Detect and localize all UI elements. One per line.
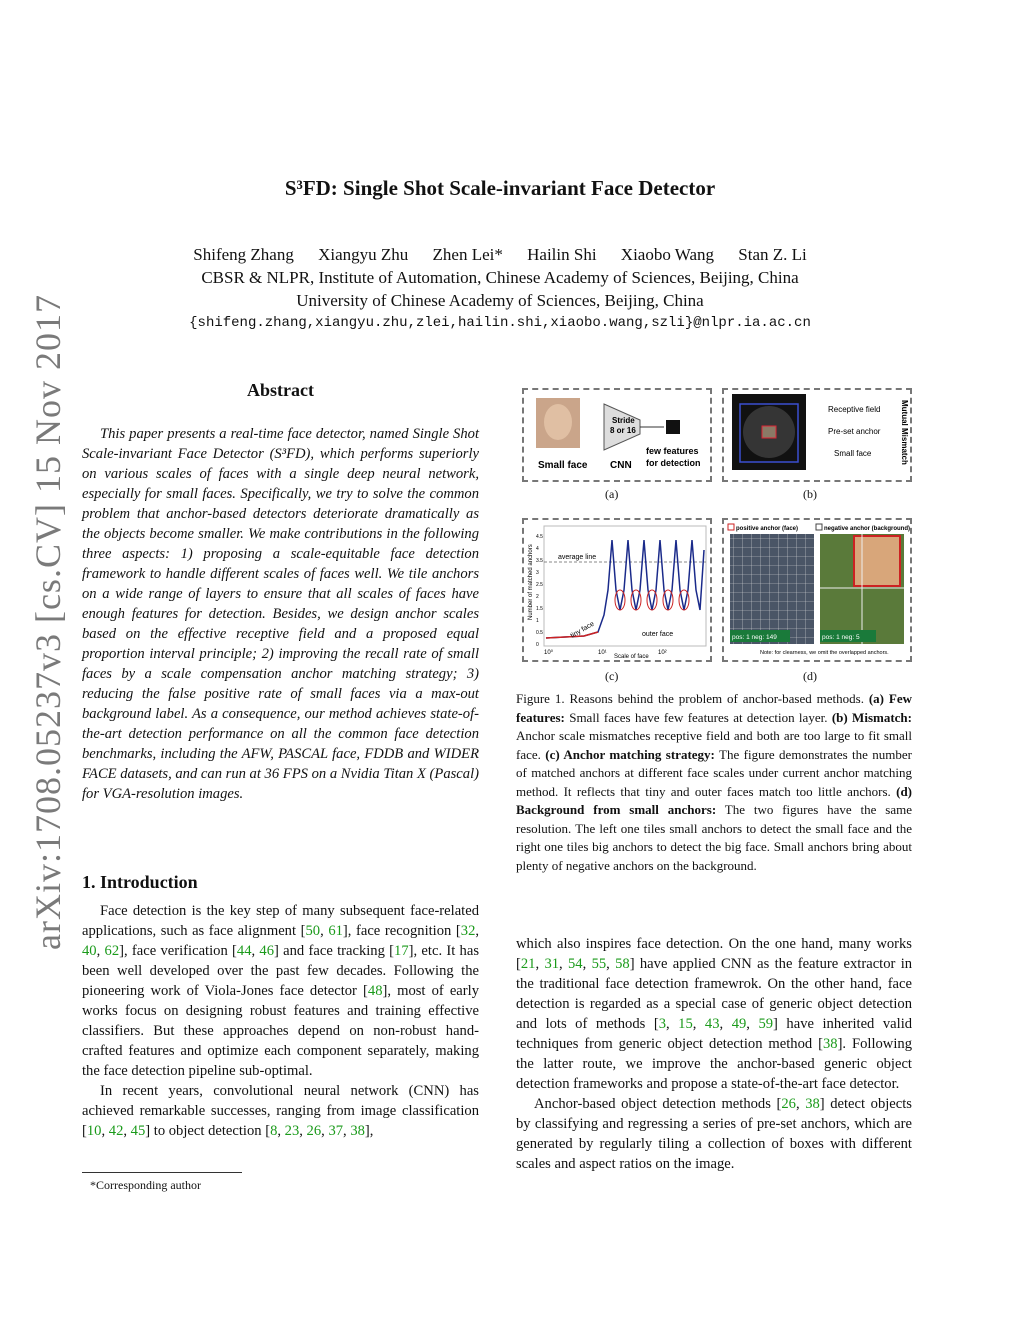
citation-link[interactable]: 45 — [130, 1123, 146, 1139]
citation-link[interactable]: 40 — [82, 943, 97, 959]
y-tick: 1.5 — [536, 606, 543, 612]
x-tick: 10⁰ — [544, 650, 554, 656]
citation-link[interactable]: 38 — [350, 1123, 365, 1139]
intro-paragraph-1: Face detection is the key step of many subsequent face-related applications, such as face alignment [50, 61], face recognition [32, 40, 62], face verification [44, 46] and face tracking [17], etc. It has been well developed over the past few decades. Following the pioneering work of Viola-Jones face detector [48], most of early works focus on designing robust features and training effective classifiers. But these approaches depend on non-robust hand-crafted features and optimize each component separately, making the face detection pipeline sub-optimal. — [82, 903, 480, 1079]
citation-link[interactable]: 50 — [305, 923, 321, 939]
citation-link[interactable]: 58 — [615, 956, 630, 972]
author-name: Hailin Shi — [527, 245, 597, 264]
citation-link[interactable]: 44 — [236, 943, 252, 959]
cnn-label: CNN — [610, 460, 632, 471]
figure-caption: Figure 1. Reasons behind the problem of anchor-based methods. (a) Few features: Small faces have few features at detection layer. (b) Mismatch: Anchor scale mismatches receptive field and both are too large to fit small face. (c) Anchor matching strategy: The figure demonstrates the number of matched anchors at different face scales under current anchor matching method. It reflects that tiny and outer faces match too little anchors. (d) Background from small anchors: The two figures have the same resolution. The left one tiles small anchors to detect the small face and the right one tiles big anchors to detect the big face. Small anchors bring about plenty of negative anchors on the background. — [516, 691, 913, 873]
citation-link[interactable]: 21 — [520, 956, 536, 972]
x-tick: 10² — [658, 650, 667, 656]
stride-label: Stride — [612, 416, 635, 425]
panel-a-label: (a) — [605, 487, 619, 501]
author-name: Shifeng Zhang — [193, 245, 294, 264]
citation-link[interactable]: 31 — [544, 956, 560, 972]
x-tick: 10¹ — [598, 650, 607, 656]
panel-b-label: (b) — [803, 487, 817, 501]
citation-link[interactable]: 49 — [731, 1016, 747, 1032]
right-paragraph-1: which also inspires face detection. On the one hand, many works [21, 31, 54, 55, 58] have applied CNN as the feature extractor in the traditional face detection framewrok. On the other hand, face detection is regarded as a special case of generic object detection and lots of methods [3, 15, 43, 49, 59] have inherited valid techniques from generic object detection method [38]. Following the latter route, we improve the anchor-based generic object detection frameworks and propose a state-of-the-art face detector. — [516, 936, 913, 1092]
citation-link[interactable]: 59 — [758, 1016, 774, 1032]
citation-link[interactable]: 3 — [658, 1016, 666, 1032]
y-tick: 4 — [536, 546, 539, 552]
outer-face-label: outer face — [642, 631, 674, 638]
abstract-paragraph: This paper presents a real-time face detector, named Single Shot Scale-invariant Face Detector (S³FD), which performs superiorly on various scales of faces with a single deep neural network, especially for small faces. Specifically, we try to solve the common problem that anchor-based detectors deteriorate dramatically as the objects become smaller. We make contributions in the following three aspects: 1) proposing a scale-equitable face detection framework to handle different scales of faces well. We tile anchors on a wide range of layers to ensure that all scales of faces have enough features for detection. Besides, we design anchor scales based on the effective receptive field and a proposed equal proportion interval principle; 2) improving the recall rate of small faces by a scale compensation anchor matching strategy; 3) reducing the false positive rate of small faces via a max-out background label. As a consequence, our method achieves state-of-the-art detection performance on all the common face detection benchmarks, including the AFW, PASCAL face, FDDB and WIDER FACE datasets, and can run at 36 FPS on a Nvidia Titan X (Pascal) for VGA-resolution images. — [82, 426, 479, 802]
author-block — [0, 243, 1000, 335]
author-list — [0, 243, 1000, 266]
y-tick: 3 — [536, 570, 539, 576]
arxiv-stamp: arXiv:1708.05237v3 [cs.CV] 15 Nov 2017 — [28, 294, 68, 950]
citation-link[interactable]: 54 — [568, 956, 583, 972]
citation-link[interactable]: 42 — [108, 1123, 124, 1139]
small-face-label: Small face — [538, 460, 588, 471]
author-name: Stan Z. Li — [738, 245, 807, 264]
figure-panel-b — [722, 388, 912, 482]
negative-legend-label: negative anchor (background) — [824, 526, 910, 532]
figure-panel-d — [722, 518, 912, 662]
small-face-label-b: Small face — [834, 449, 872, 458]
y-tick: 0 — [536, 642, 539, 648]
right-column-text — [516, 934, 912, 1174]
stride-value: 8 or 16 — [610, 426, 636, 435]
receptive-field-label: Receptive field — [828, 405, 881, 414]
feature-cell — [666, 420, 680, 434]
panel-d-label: (d) — [803, 669, 817, 683]
average-line-label: average line — [558, 554, 597, 561]
y-tick: 3.5 — [536, 558, 543, 564]
citation-link[interactable]: 17 — [394, 943, 409, 959]
affiliation-1: CBSR & NLPR, Institute of Automation, Chinese Academy of Sciences, Beijing, China — [201, 268, 799, 287]
paper-title: S³FD: Single Shot Scale-invariant Face Detector — [284, 176, 716, 200]
citation-link[interactable]: 8 — [270, 1123, 278, 1139]
left-stat-text: pos: 1 neg: 149 — [732, 634, 777, 641]
footnote: *Corresponding author — [90, 1178, 201, 1192]
panel-d-diagram — [724, 520, 910, 660]
panel-c-chart — [524, 520, 710, 660]
author-name: Zhen Lei* — [432, 245, 503, 264]
section-heading-introduction: 1. Introduction — [82, 872, 198, 892]
panel-b-diagram — [724, 390, 910, 480]
citation-link[interactable]: 43 — [704, 1016, 720, 1032]
y-tick: 4.5 — [536, 534, 543, 540]
small-face-box — [762, 426, 776, 438]
citation-link[interactable]: 46 — [259, 943, 275, 959]
citation-link[interactable]: 38 — [822, 1036, 838, 1052]
citation-link[interactable]: 61 — [328, 923, 343, 939]
footnote-divider — [82, 1172, 242, 1173]
face-shape — [544, 404, 572, 440]
citation-link[interactable]: 26 — [781, 1096, 796, 1112]
y-tick: 0.5 — [536, 630, 543, 636]
citation-link[interactable]: 26 — [306, 1123, 322, 1139]
panel-d-note: Note: for clearness, we omit the overlapped anchors. — [760, 650, 889, 656]
citation-link[interactable]: 10 — [86, 1123, 102, 1139]
abstract-text — [82, 424, 479, 804]
y-tick: 1 — [536, 618, 539, 624]
figure-panel-a — [522, 388, 712, 482]
panel-a-diagram — [524, 390, 710, 480]
y-tick: 2 — [536, 594, 539, 600]
right-stat-text: pos: 1 neg: 5 — [822, 634, 860, 641]
preset-anchor-label: Pre-set anchor — [828, 427, 881, 436]
abstract-heading: Abstract — [247, 380, 314, 400]
intro-text — [82, 901, 479, 1141]
citation-link[interactable]: 55 — [591, 956, 607, 972]
figure-panel-c — [522, 518, 712, 662]
big-face-box — [854, 536, 900, 586]
citation-link[interactable]: 38 — [805, 1096, 820, 1112]
right-paragraph-2: Anchor-based object detection methods [26, 38] detect objects by classifying and regressing a series of pre-set anchors, which are generated by regularly tiling a collection of boxes with different scales and aspect ratios on the image. — [516, 1096, 912, 1172]
few-features-label-1: few features — [646, 446, 699, 456]
email-list[interactable]: {shifeng.zhang,xiangyu.zhu,zlei,hailin.shi,xiaobo.wang,szli}@nlpr.ia.ac.cn — [189, 315, 811, 331]
tiny-face-label: tiny face — [569, 620, 596, 640]
mutual-mismatch-label: Mutual Mismatch — [900, 400, 909, 465]
positive-legend-swatch — [728, 524, 734, 530]
affiliation-2: University of Chinese Academy of Sciences, Beijing, China — [296, 291, 704, 310]
intro-paragraph-2: In recent years, convolutional neural network (CNN) has achieved remarkable successes, ranging from image classification [10, 42, 45] to object detection [8, 23, 26, 37, 38], — [82, 1083, 479, 1139]
negative-legend-swatch — [816, 524, 822, 530]
y-axis-label: Number of matched anchors — [528, 544, 534, 620]
citation-link[interactable]: 23 — [284, 1123, 300, 1139]
citation-link[interactable]: 37 — [328, 1123, 344, 1139]
x-axis-label: Scale of face — [614, 654, 649, 660]
citation-link[interactable]: 62 — [104, 943, 120, 959]
y-tick: 2.5 — [536, 582, 543, 588]
positive-legend-label: positive anchor (face) — [736, 526, 799, 532]
citation-link[interactable]: 32 — [460, 923, 476, 939]
citation-link[interactable]: 15 — [678, 1016, 693, 1032]
author-name: Xiangyu Zhu — [318, 245, 409, 264]
left-anchor-grid — [730, 534, 814, 644]
panel-c-label: (c) — [605, 669, 619, 683]
author-name: Xiaobo Wang — [620, 245, 715, 264]
few-features-label-2: for detection — [646, 458, 701, 468]
citation-link[interactable]: 48 — [367, 983, 383, 999]
